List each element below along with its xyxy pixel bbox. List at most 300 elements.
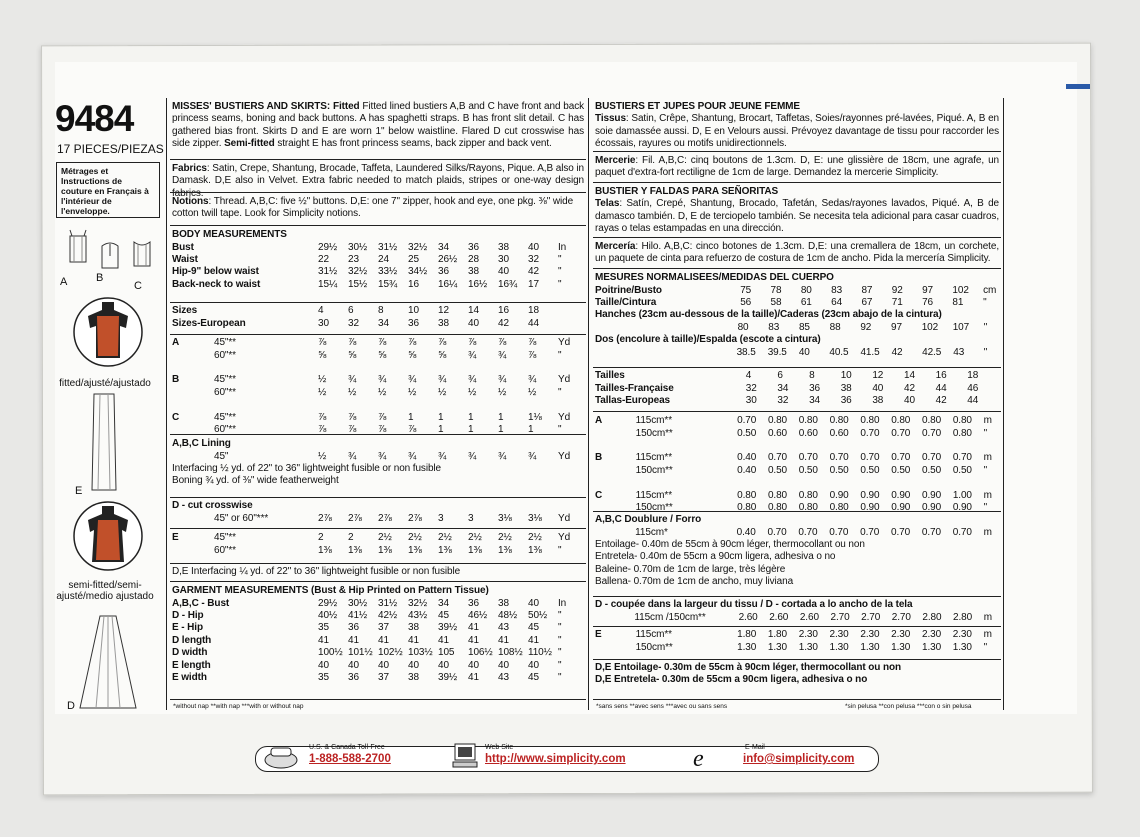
table-cell: 2½ [468,532,482,544]
table-cell: ⅞ [348,337,357,349]
table-cell: 0.60 [767,427,788,439]
view-label-a: A [60,276,68,288]
table-cell: 2.30 [860,629,880,641]
blue-mark [1066,84,1090,89]
table-cell: " [983,641,988,653]
table-cell: 43 [498,671,509,683]
table-cell [172,399,214,411]
de-entoilage-text: D,E Entoilage- 0.30m de 55cm à 90cm léger, thermocollant ou non [595,662,902,673]
table-cell: 34 [378,317,389,329]
fitted-caption: fitted/ajusté/ajustado [59,378,151,389]
table-cell: 41 [318,634,329,646]
table-cell: 1.30 [737,641,757,653]
table-cell: 35 [318,671,329,683]
table-row [172,610,578,622]
table-cell: 41.5 [860,346,880,358]
table-cell: 38.5 [736,346,756,358]
metrage-box: Métrages et Instructions de couture en Français à l'intérieur de l'enveloppe. [56,162,160,218]
table-cell: 2 [318,532,324,544]
table-cell: 32 [745,382,757,394]
table-cell: 12 [438,305,449,317]
table-cell: m [983,629,992,641]
table-cell: 38 [840,382,852,394]
table-cell: 45 [528,671,539,683]
table-cell: 41 [438,634,449,646]
table-cell: ⅞ [528,349,537,361]
table-cell: E width [172,671,207,683]
table-cell: 102 [921,321,939,333]
table-cell: 4 [745,370,752,382]
table-cell: 87 [861,284,873,296]
table-row [595,629,999,641]
table-cell: 1.00 [952,489,972,501]
table-cell: 0.80 [767,489,788,501]
table-cell: 36 [408,317,419,329]
table-cell: 67 [861,296,873,308]
table-cell: 1.30 [829,641,849,653]
email-link[interactable]: info@simplicity.com [743,753,855,765]
en-de-interfacing: D,E Interfacing ¼ yd. of 22" to 36" lightweight fusible or non fusible [172,566,461,577]
table-cell: 0.40 [736,526,756,538]
table-cell: A [595,415,603,427]
table-cell: ⅞ [378,423,387,435]
table-cell: 38 [498,597,509,609]
table-cell: ⅞ [318,423,327,435]
table-cell: 45" or 60"*** [214,512,269,524]
table-cell: 0.70 [829,452,849,464]
en-sizes [172,305,584,330]
table-cell: 28 [468,253,479,265]
table-cell: 44 [967,394,979,406]
table-row [172,597,578,609]
table-cell: ⅞ [528,337,537,349]
table-cell: Yd [558,374,571,386]
table-cell: 75 [740,284,752,296]
table-cell: 8 [378,305,384,317]
table-cell: 0.70 [922,427,942,439]
fr-body-table [595,284,999,309]
table-row [172,659,578,671]
table-cell: 61 [800,296,812,308]
table-cell: 38 [408,622,419,634]
table-cell: m [983,526,992,538]
table-cell: 2⅞ [318,512,332,524]
table-cell: 36 [809,382,820,394]
table-row [595,382,999,394]
table-cell: 41 [498,634,509,646]
table-cell: 41 [468,622,479,634]
table-cell: ¾ [408,450,417,462]
table-cell: 1 [468,423,474,435]
skirt-e-sketch [86,390,122,494]
table-cell: 10 [840,370,852,382]
table-cell: " [983,296,987,308]
table-cell: Tallas-Europeas [595,394,671,406]
fr-title: BUSTIERS ET JUPES POUR JEUNE FEMME [595,101,800,112]
table-cell: B [172,374,180,386]
table-cell: 16 [935,370,947,382]
table-row [595,395,999,407]
en-semi-label: Semi-fitted [224,138,275,150]
table-cell: 16 [408,278,419,290]
doublure-table [595,526,999,538]
table-cell: ¾ [348,450,357,462]
table-cell: 40 [498,659,509,671]
table-row [172,544,578,556]
table-cell: 40.5 [829,346,849,358]
table-cell: Bust [172,241,194,253]
table-cell: 30½ [348,241,368,253]
semi-fitted-figure-icon [70,500,146,572]
column-divider-left [166,98,167,710]
table-cell: 3 [468,512,474,524]
table-cell: 108½ [498,647,523,659]
en-e [172,532,584,557]
table-cell: " [558,544,562,556]
merceria-text: : Hilo. A,B,C: cinco botones de 1.3cm. D,E: una cremallera de 18cm, un corchete, un paquete de cinta para refuerzo de costura de 1cm de ancho. Pida la mercería Simplicity. [595,241,999,265]
column-divider-mid [588,98,589,710]
table-cell: 0.90 [829,489,849,501]
table-cell: 0.80 [798,415,818,427]
table-cell: 2.30 [798,629,818,641]
table-cell: " [558,659,562,671]
table-cell: 0.70 [860,526,880,538]
table-cell: ⅝ [348,349,357,361]
table-cell: ¾ [528,450,537,462]
table-cell: 40 [498,266,509,278]
table-cell: 8 [809,370,815,382]
table-row [172,349,578,361]
table-cell: 101½ [348,647,373,659]
table-cell: ¾ [348,374,357,386]
table-cell: 0.70 [767,452,788,464]
table-cell: 32½ [408,597,428,609]
table-cell: " [983,346,988,358]
table-cell: Tailles [595,370,625,382]
table-cell: 2.60 [799,611,819,623]
table-cell: 34 [438,241,449,253]
table-cell: 16 [498,305,509,317]
table-cell: 0.80 [798,501,818,513]
table-cell: 0.80 [798,489,818,501]
table-cell: 1 [498,411,504,423]
table-cell: 2.70 [861,611,881,623]
view-label-d: D [67,700,75,712]
table-cell: ⅞ [498,337,507,349]
column-divider-right [1003,98,1004,710]
mesures-title: MESURES NORMALISEES/MEDIDAS DEL CUERPO [595,272,834,283]
table-cell: E [172,532,179,544]
table-cell: ½ [528,386,537,398]
table-cell: ¾ [378,374,387,386]
table-cell: 32 [528,253,539,265]
table-cell: C [595,489,603,501]
table-cell: 80 [800,284,812,296]
table-cell: 14 [903,370,915,382]
table-cell: Taille/Cintura [595,296,657,308]
table-cell: 44 [935,382,947,394]
table-cell: 40 [528,659,539,671]
table-cell: 41 [348,634,359,646]
table-cell: 1.30 [921,641,942,653]
table-row [172,635,578,647]
table-cell: 31½ [378,241,398,253]
table-cell: 25 [408,253,419,265]
table-row [172,254,578,266]
phone-label: U.S. & Canada Toll-Free [309,744,385,751]
table-cell: 42 [903,382,915,394]
table-cell: Yd [558,411,571,423]
table-cell: ⅝ [318,349,327,361]
table-cell: Tailles-Française [595,382,674,394]
es-footnote: *sin pelusa **con pelusa ***con o sin pelusa [845,703,972,710]
en-desc-text: Fitted lined bustiers A,B and C have front and back princess seams, boning and back buttons. A has spaghetti straps. B has front slit detail. C has gathered bias front. Skirts D and E are worn 1" below waistline. Flared D cut crosswise has side zipper. [172,101,584,150]
table-cell: 2½ [438,532,452,544]
table-cell [595,477,636,489]
table-row [595,452,999,464]
table-cell: 1⅜ [378,544,392,556]
table-cell: 38 [468,266,479,278]
table-cell: 4 [318,305,324,317]
table-cell: 0.70 [829,526,849,538]
table-cell: ½ [318,450,327,462]
fr-e-table [595,629,999,654]
ballena-text: Ballena- 0.70m de 1cm de ancho, muy liviana [595,576,794,588]
table-cell: 2⅞ [378,512,392,524]
table-cell: 40 [408,659,419,671]
table-row [172,362,578,374]
hanches-table [595,322,999,334]
telas-label: Telas [595,198,620,210]
dos-table [595,346,999,358]
table-cell: 43 [953,346,965,358]
table-row [595,297,999,309]
table-cell: 102½ [378,647,403,659]
table-cell: ⅞ [348,423,357,435]
table-cell: ¾ [378,450,387,462]
table-cell: 78 [770,284,782,296]
table-cell: 1 [498,423,504,435]
fr-e [595,629,999,654]
table-cell: 2.70 [830,611,850,623]
en-footnote: *without nap **with nap ***with or without nap [173,703,304,710]
table-row [595,477,999,489]
table-cell: 2⅞ [408,512,422,524]
table-row [172,337,578,349]
table-cell [595,322,738,334]
table-cell: 150cm** [635,464,673,476]
table-row [172,647,578,659]
table-cell: 150cm** [635,427,673,439]
table-cell: 45"** [214,374,236,386]
table-cell: ¾ [438,450,447,462]
skirt-d-sketch [78,612,138,712]
table-cell: ¾ [468,450,477,462]
table-cell [172,349,214,361]
table-cell: 2.80 [922,611,942,623]
table-cell: ⅞ [378,337,387,349]
table-cell: 35 [318,622,329,634]
table-cell: 0.90 [891,489,911,501]
table-cell: Sizes [172,305,198,317]
table-cell: 42 [935,394,947,406]
table-cell: 0.50 [891,464,911,476]
table-cell: 48½ [498,609,518,621]
table-row [595,489,999,501]
tissus-label: Tissus [595,113,626,125]
phone-number[interactable]: 1-888-588-2700 [309,753,391,765]
table-cell: 0.70 [891,452,911,464]
table-cell: 0.50 [829,464,849,476]
table-cell: 30 [318,317,329,329]
table-cell: 1 [438,423,444,435]
table-cell: 6 [777,370,783,382]
es-title: BUSTIER Y FALDAS PARA SEÑORITAS [595,186,779,197]
table-cell: ¾ [498,374,507,386]
table-cell: 115cm** [635,452,672,464]
de-entretela-text: D,E Entretela- 0.30m de 55cm a 90cm ligera, adhesiva o no [595,674,868,686]
table-cell: 41 [378,634,389,646]
view-label-c: C [134,280,142,292]
en-tables [172,229,584,291]
fr-de [595,662,999,687]
table-cell: Yd [558,337,571,349]
telas-text: : Satín, Crepé, Shantung, Brocado, Tafetán, Sedas/rayones lavados, Piqué. A, B de damasco también. D, E de terciopelo también. Se necesita tela adicional para casar cuadros, rayas o telas estampadas en una dirección. [595,198,999,235]
table-cell: 31½ [378,597,398,609]
mercerie-label: Mercerie [595,155,636,166]
fr-doublure [595,514,999,588]
table-row [172,387,578,399]
table-cell: 1⅜ [318,544,332,556]
table-cell: Yd [558,532,571,544]
table-cell: ¾ [468,349,477,361]
tissus-text: : Satin, Crêpe, Shantung, Brocart, Taffetas, Soies/rayonnes pré-lavées, Piqué. A, B en soie damassée aussi. D, E en Velours aussi. Prévoyez davantage de tissu pour raccorder les écossais, rayures ou motifs unidirectionnels. [595,113,999,150]
table-cell: 1.30 [891,641,911,653]
table-cell [172,387,214,399]
table-cell: 0.80 [767,415,788,427]
d-title: D - cut crosswise [172,500,253,511]
table-row [595,526,999,538]
table-cell: 2½ [498,532,512,544]
table-cell: ⅝ [438,349,447,361]
fr-d-title: D - coupée dans la largeur du tissu / D - cortada a lo ancho de la tela [595,599,913,610]
table-cell: 1⅜ [438,544,452,556]
table-cell: " [558,609,562,621]
email-label: E-Mail [745,744,765,751]
table-row [595,641,999,653]
table-cell: ½ [348,386,357,398]
table-cell: 80 [737,321,749,333]
table-cell: 40 [872,382,884,394]
table-cell: 0.70 [891,427,911,439]
table-cell: 0.90 [860,489,880,501]
table-cell: D - Hip [172,609,204,621]
table-cell: ¾ [498,349,507,361]
table-cell: 46 [967,382,979,394]
e-yardage-table [172,532,578,557]
table-cell [595,440,636,452]
table-cell: 60"** [214,386,236,398]
table-cell: 17 [528,278,539,290]
table-cell: ¾ [438,374,447,386]
table-cell: ½ [378,386,387,398]
table-cell: 29½ [318,597,338,609]
table-cell: 0.70 [767,526,787,538]
table-cell: 37 [378,671,389,683]
table-cell: " [558,671,562,683]
table-cell: 15½ [348,278,368,290]
es-column [595,186,999,236]
table-cell: 39½ [438,671,458,683]
table-cell: 1⅜ [348,544,362,556]
table-cell: 58 [770,296,782,308]
table-cell: 60"** [214,349,236,361]
table-cell: 1 [528,423,534,435]
table-cell: 1 [468,411,474,423]
table-cell: 150cm** [635,641,673,653]
table-cell: 83 [831,284,843,296]
table-cell: 41½ [348,609,368,621]
table-cell: Hip-9" below waist [172,266,259,278]
table-cell: 102 [952,284,969,296]
table-row [595,440,999,452]
fr-footnote: *sans sens **avec sens ***avec ou sans sens [596,703,728,710]
dos-label: Dos (encolure à taille)/Espalda (escote a cintura) [595,333,821,345]
table-cell: 0.80 [860,415,880,427]
pattern-number: 9484 [55,98,134,139]
table-cell: 1.30 [860,641,880,653]
table-cell: 1.30 [767,641,787,653]
table-row [172,512,578,524]
table-cell: 6 [348,305,354,317]
web-link[interactable]: http://www.simplicity.com [485,753,626,765]
table-cell [172,512,214,524]
table-cell: 0.80 [737,501,757,513]
fr-sizes [595,370,999,407]
table-cell: 2½ [408,532,422,544]
table-cell: " [558,278,562,290]
boning-text: Boning ¾ yd. of ⅜" wide featherweight [172,475,339,487]
table-row [595,346,999,358]
table-cell: Yd [558,512,571,524]
table-cell: ⅞ [378,411,387,423]
en-garment [172,585,584,684]
table-cell: 0.90 [891,501,911,513]
table-cell: " [558,622,562,634]
table-cell: 83 [768,321,780,333]
table-cell: 115cm* [635,526,668,538]
en-d [172,500,584,525]
table-cell: " [558,386,562,398]
email-icon: e [693,746,704,772]
table-row [172,266,578,278]
table-cell: Back-neck to waist [172,278,261,290]
table-cell: ½ [468,386,477,398]
table-row [595,284,999,296]
table-cell: ⅞ [468,337,477,349]
fr-sizes-table [595,370,999,407]
interfacing-text: Interfacing ½ yd. of 22" to 36" lightweight fusible or non fusible [172,462,442,474]
table-cell: ½ [498,386,507,398]
table-cell: 92 [860,321,872,333]
table-cell [595,611,634,623]
table-cell: 24 [378,253,389,265]
table-cell: 0.50 [767,464,788,476]
table-cell: 40 [903,394,915,406]
table-cell: 1.80 [737,629,757,641]
table-cell: 103½ [408,647,433,659]
table-cell: 0.70 [860,427,880,439]
